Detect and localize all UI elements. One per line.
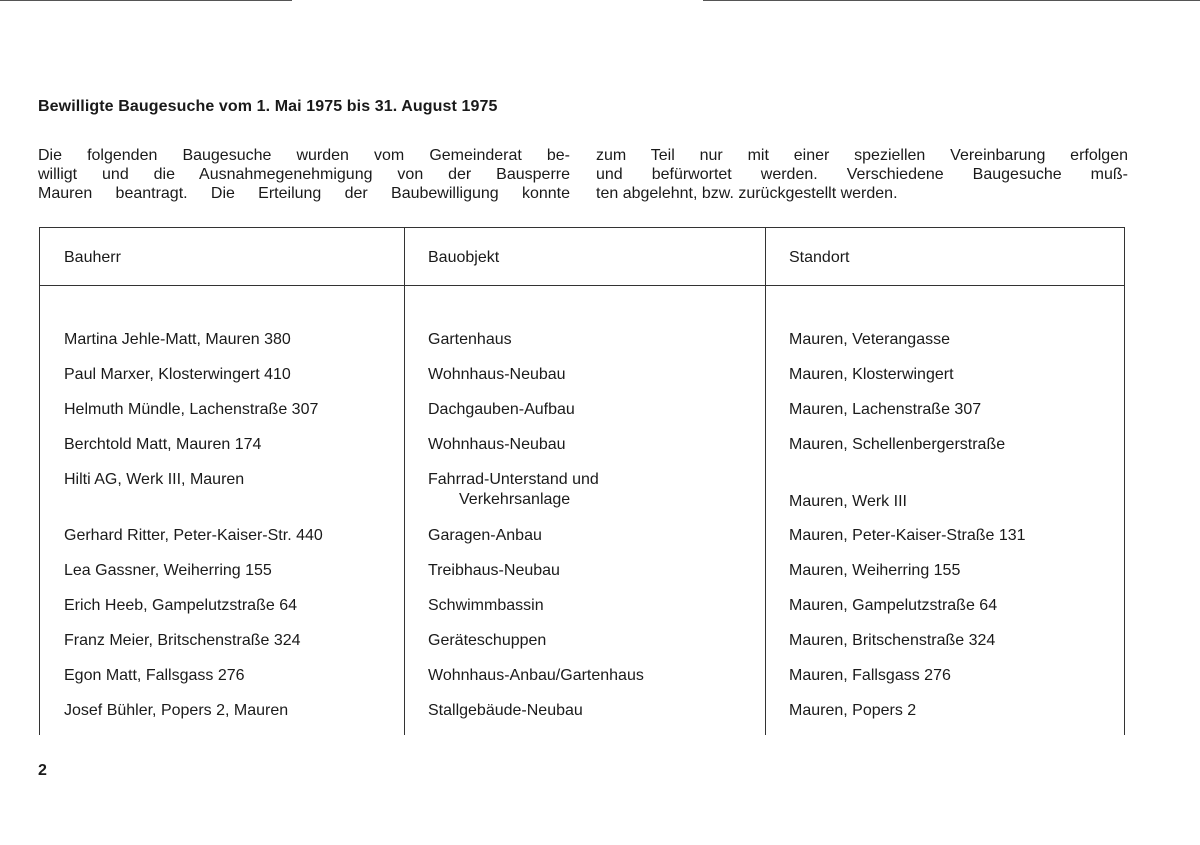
cell-standort: Mauren, Popers 2 [789,702,917,719]
cell-bauherr: Martina Jehle-Matt, Mauren 380 [64,331,291,348]
cell-bauobjekt-line: Wohnhaus-Anbau/Gartenhaus [428,667,644,684]
cell-standort: Mauren, Veterangasse [789,331,950,348]
cell-bauobjekt [428,526,542,546]
intro-line: willigt und die Ausnahmegenehmigung von der Bausperre [38,166,570,183]
cell-bauobjekt [428,631,546,651]
cell-bauherr: Franz Meier, Britschenstraße 324 [64,632,301,649]
column-divider [765,228,766,735]
intro-line: ten abgelehnt, bzw. zurückgestellt werden. [596,185,898,202]
cell-bauherr: Josef Bühler, Popers 2, Mauren [64,702,289,719]
intro-line: und befürwortet werden. Verschiedene Baugesuche muß- [596,166,1128,183]
cell-standort: Mauren, Schellenbergerstraße [789,436,1006,453]
cell-bauherr: Erich Heeb, Gampelutzstraße 64 [64,597,297,614]
cell-bauobjekt-line: Wohnhaus-Neubau [428,366,566,383]
intro-column-right [596,146,1128,203]
intro-line: Die folgenden Baugesuche wurden vom Gemeinderat be- [38,147,570,164]
cell-bauobjekt-line: Verkehrsanlage [459,491,571,508]
cell-bauobjekt [428,330,512,350]
column-divider [404,228,405,735]
top-rule-left [0,0,292,1]
cell-bauobjekt-line: Treibhaus-Neubau [428,562,560,579]
cell-standort: Mauren, Fallsgass 276 [789,667,951,684]
cell-bauobjekt-line: Schwimmbassin [428,597,544,614]
cell-bauherr: Hilti AG, Werk III, Mauren [64,471,245,488]
cell-bauherr: Helmuth Mündle, Lachenstraße 307 [64,401,319,418]
cell-bauobjekt [428,470,599,510]
intro-column-left [38,146,570,203]
cell-bauherr: Gerhard Ritter, Peter-Kaiser-Str. 440 [64,527,323,544]
cell-standort: Mauren, Peter-Kaiser-Straße 131 [789,527,1026,544]
cell-bauobjekt-line: Dachgauben-Aufbau [428,401,575,418]
cell-bauobjekt-line: Geräteschuppen [428,632,547,649]
header-divider [40,285,1124,286]
cell-bauobjekt [428,596,544,616]
header-standort: Standort [789,249,850,266]
cell-standort: Mauren, Gampelutzstraße 64 [789,597,998,614]
cell-bauobjekt [428,400,575,420]
cell-standort: Mauren, Britschenstraße 324 [789,632,996,649]
cell-bauobjekt-line: Stallgebäude-Neubau [428,702,583,719]
top-rule-right [703,0,1200,1]
intro-line: zum Teil nur mit einer speziellen Vereinbarung erfolgen [596,147,1128,164]
page-number: 2 [38,762,47,779]
cell-standort: Mauren, Weiherring 155 [789,562,961,579]
cell-bauobjekt [428,701,583,721]
page-heading: Bewilligte Baugesuche vom 1. Mai 1975 bis 31. August 1975 [38,98,498,115]
cell-bauobjekt-line: Garagen-Anbau [428,527,542,544]
cell-standort: Mauren, Lachenstraße 307 [789,401,982,418]
cell-standort: Mauren, Werk III [789,493,907,510]
cell-bauobjekt-line: Fahrrad-Unterstand und [428,471,599,488]
header-bauobjekt: Bauobjekt [428,249,500,266]
header-bauherr: Bauherr [64,249,121,266]
cell-bauobjekt-line: Wohnhaus-Neubau [428,436,566,453]
cell-bauobjekt [428,365,566,385]
cell-bauobjekt [428,435,566,455]
cell-bauobjekt [428,666,644,686]
cell-bauherr: Berchtold Matt, Mauren 174 [64,436,262,453]
cell-bauobjekt-line: Gartenhaus [428,331,512,348]
cell-bauherr: Paul Marxer, Klosterwingert 410 [64,366,291,383]
cell-bauobjekt [428,561,560,581]
cell-standort: Mauren, Klosterwingert [789,366,954,383]
cell-bauherr: Egon Matt, Fallsgass 276 [64,667,245,684]
intro-line: Mauren beantragt. Die Erteilung der Baubewilligung konnte [38,185,570,202]
cell-bauherr: Lea Gassner, Weiherring 155 [64,562,272,579]
permits-table [39,227,1125,735]
